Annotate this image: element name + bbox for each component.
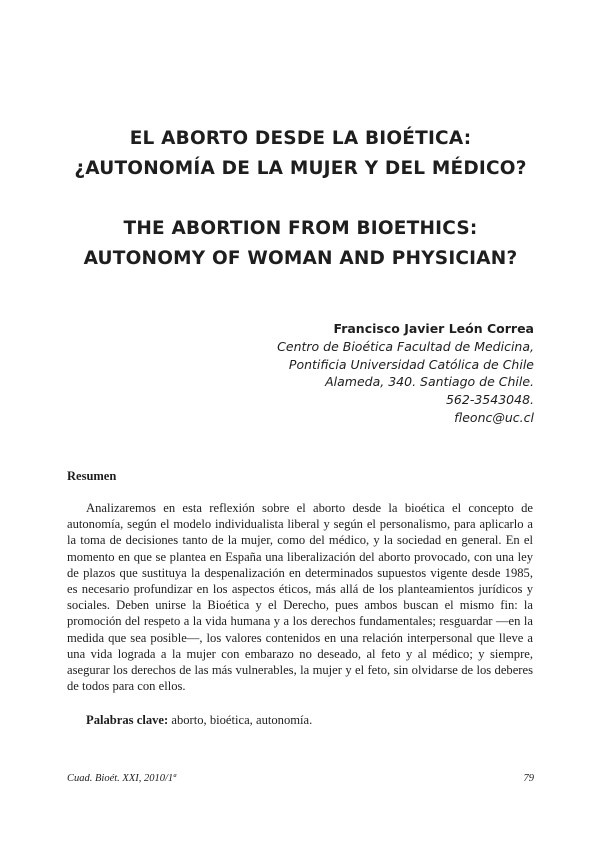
phone-line: 562-3543048. [445, 392, 534, 408]
english-title [60, 214, 541, 274]
keywords-line [67, 712, 533, 728]
author-block [277, 320, 534, 427]
keywords-value: aborto, bioética, autonomía. [168, 713, 313, 727]
author-name: Francisco Javier León Correa [333, 321, 534, 336]
spanish-title-line-2: ¿AUTONOMÍA DE LA MUJER Y DEL MÉDICO? [74, 158, 527, 179]
journal-citation: Cuad. Bioét. XXI, 2010/1ª [67, 773, 177, 784]
affiliation-line: Centro de Bioética Facultad de Medicina, [277, 338, 534, 354]
affiliation-line: Pontificia Universidad Católica de Chile [288, 356, 534, 372]
english-title-line-2: AUTONOMY OF WOMAN AND PHYSICIAN? [83, 248, 518, 269]
abstract-heading: Resumen [67, 469, 117, 483]
english-title-line-1: THE ABORTION FROM BIOETHICS: [123, 218, 478, 239]
abstract-body: Analizaremos en esta reflexión sobre el aborto desde la bioética el concepto de autonomía, según el modelo individualista liberal y según el personalismo, para aplicarlo a la toma de decisiones tanto de la mujer, como del médico, y la sociedad en general. En el momento en que se plantea en España una liberalización del aborto provocado, con una ley de plazos que sustituya la despenalización en determinados supuestos vigente desde 1985, es necesario profundizar en los aspectos éticos, más allá de los planteamientos jurídicos y sociales. Deben unirse la Bioética y el Derecho, pues ambos buscan el mismo fin: la promoción del respeto a la vida humana y a los derechos fundamentales; resguardar —en la medida que sea posible—, los valores contenidos en una relación interpersonal que lleve a una vida lograda a la mujer con embarazo no deseado, al feto y al médico; y siempre, asegurar los derechos de las más vulnerables, la mujer y el feto, sin olvidarse de los deberes de todos para con ellos. [67, 501, 533, 694]
page-number: 79 [523, 773, 534, 784]
spanish-title [60, 124, 541, 184]
keywords-label: Palabras clave: [86, 713, 169, 727]
address-line: Alameda, 340. Santiago de Chile. [325, 374, 534, 390]
email-line: fleonc@uc.cl [454, 409, 534, 425]
spanish-title-line-1: EL ABORTO DESDE LA BIOÉTICA: [129, 128, 472, 149]
